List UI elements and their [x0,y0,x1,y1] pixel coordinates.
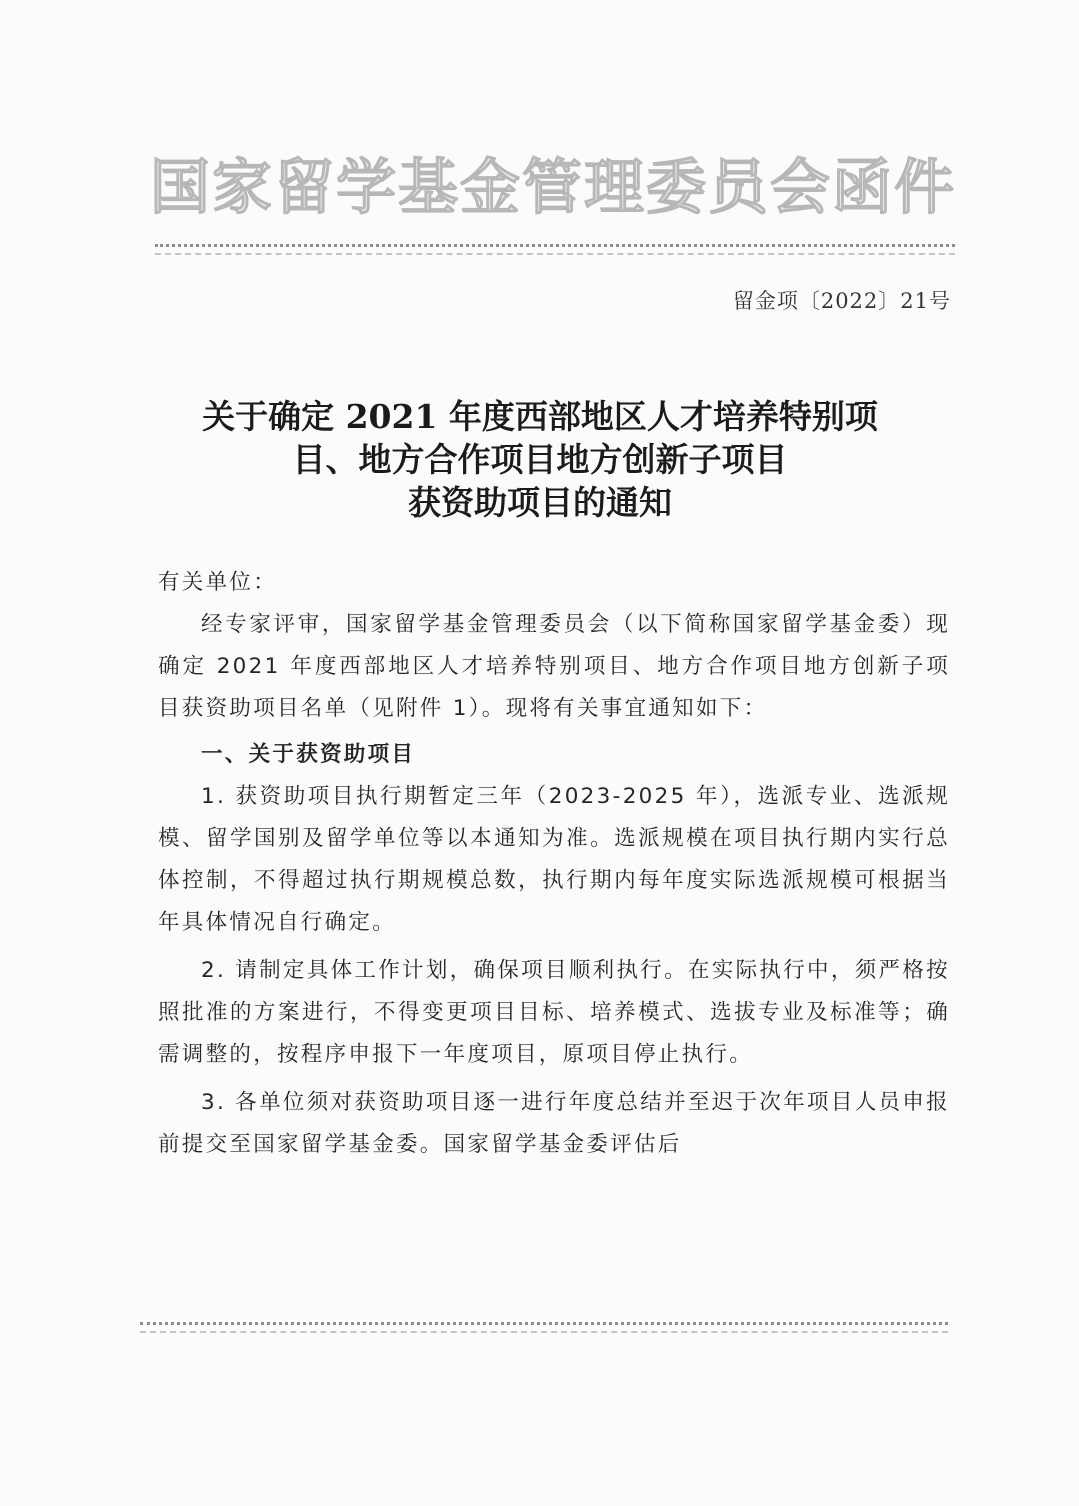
item-2-paragraph: 2. 请制定具体工作计划，确保项目顺利执行。在实际执行中，须严格按照批准的方案进行，不得变更项目目标、培养模式、选拔专业及标准等；确需调整的，按程序申报下一年度项目，原项目停止执行。 [158,958,950,1067]
letterhead-title: 国家留学基金管理委员会函件 [150,153,956,223]
item-3-paragraph: 3. 各单位须对获资助项目逐一进行年度总结并至迟于次年项目人员申报前提交至国家留学基金委。国家留学基金委评估后 [158,1090,950,1157]
section-heading: 一、关于获资助项目 [201,742,416,767]
item-1-paragraph: 1. 获资助项目执行期暂定三年（2023-2025 年），选派专业、选派规模、留学国别及留学单位等以本通知为准。选派规模在项目执行期内实行总体控制，不得超过执行期规模总数，执行期内每年度实际选派规模可根据当年具体情况自行确定。 [158,784,950,935]
document-body [158,562,950,1166]
title-line-3: 获资助项目的通知 [408,483,672,522]
title-line-1: 关于确定 2021 年度西部地区人才培养特别项 [202,397,878,436]
document-number: 留金项〔2022〕21号 [732,289,951,313]
salutation: 有关单位： [158,570,278,595]
footer-divider [140,1322,948,1333]
document-title [130,395,950,524]
letterhead-divider [155,244,955,255]
intro-paragraph: 经专家评审，国家留学基金管理委员会（以下简称国家留学基金委）现确定 2021 年度西部地区人才培养特别项目、地方合作项目地方创新子项目获资助项目名单（见附件 1）。现将有关事宜通知如下： [158,612,950,721]
title-line-2: 目、地方合作项目地方创新子项目 [292,440,788,479]
